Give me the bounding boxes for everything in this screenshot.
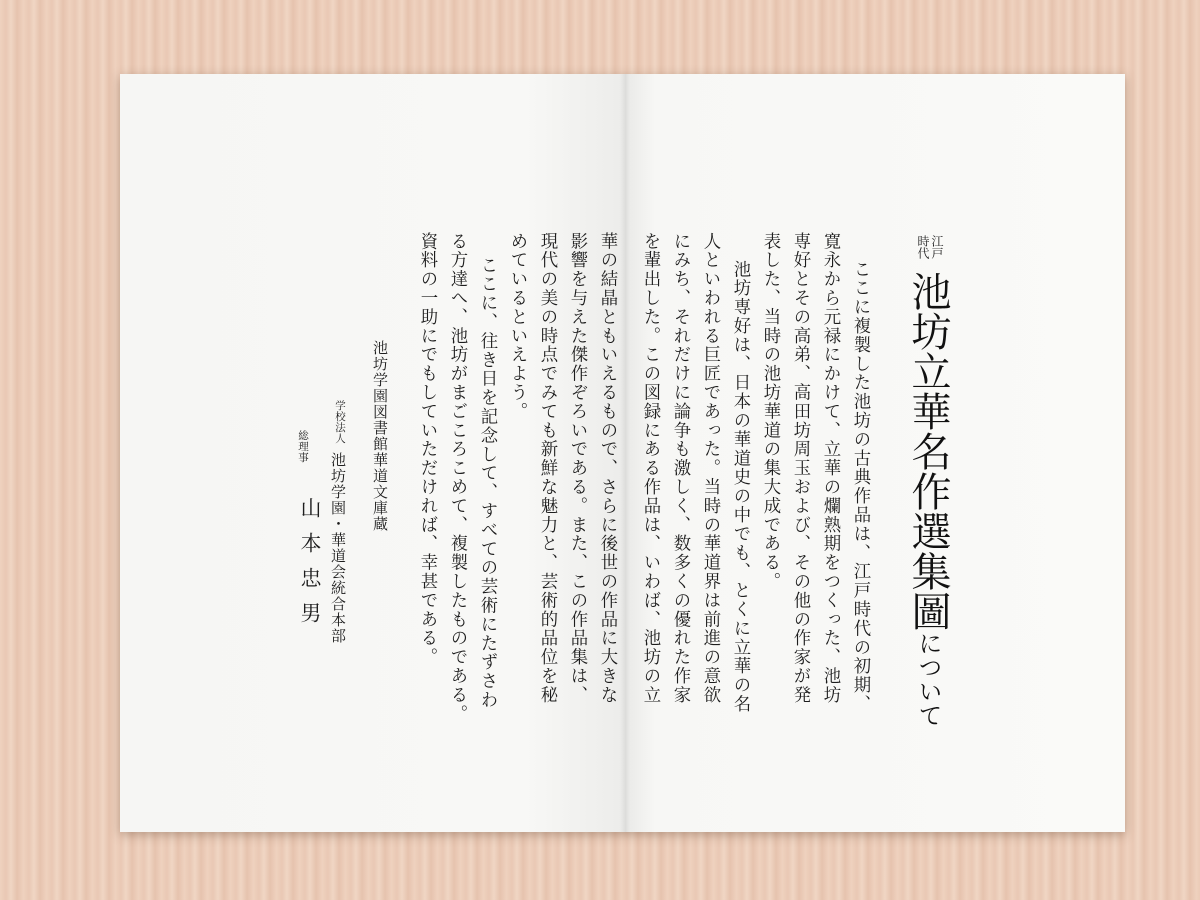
body-line-11: 現代の美の時点でみても新鮮な魅力と、芸術的品位を秘: [537, 232, 557, 705]
role-label: 総理事: [297, 430, 309, 463]
org-name-line: 池坊学園・華道会統合本部: [329, 452, 347, 644]
library-line: 池坊学園図書館華道文庫蔵: [371, 340, 389, 532]
body-line-7: にみち、それだけに論争も激しく、数多くの優れた作家: [670, 232, 690, 705]
page-fold: [620, 74, 630, 832]
signatory-name: 山本忠男: [298, 497, 322, 637]
body-line-9: 華の結晶ともいえるもので、さらに後世の作品に大きな: [597, 232, 617, 705]
title-main-text: 池坊立華名作選集圖: [905, 271, 951, 631]
body-line-8: を輩出した。この図録にある作品は、いわば、池坊の立: [640, 232, 660, 705]
body-line-6: 人といわれる巨匠であった。当時の華道界は前進の意欲: [700, 232, 720, 705]
title-suffix-text: について: [914, 631, 942, 727]
body-line-12: めているといえよう。: [507, 232, 527, 421]
body-line-1: ここに複製した池坊の古典作品は、江戸時代の初期、: [850, 260, 870, 714]
document-sheet: [120, 74, 1125, 832]
body-line-2: 寛永から元禄にかけて、立華の爛熟期をつくった、池坊: [820, 232, 840, 705]
body-line-15: 資料の一助にでもしていただければ、幸甚である。: [417, 232, 437, 667]
body-line-13: ここに、往き日を記念して、すべての芸術にたずさわ: [477, 256, 497, 710]
body-line-3: 専好とその高弟、高田坊周玉および、その他の作家が発: [790, 232, 810, 705]
title-era-line-2: 時代: [916, 235, 930, 259]
org-type-label: 学校法人: [334, 400, 346, 444]
title-era-line-1: 江戸: [930, 235, 944, 259]
body-line-14: る方達へ、池坊がまごころこめて、複製したものである。: [447, 232, 467, 724]
page-title: [900, 271, 957, 727]
body-line-4: 表した、当時の池坊華道の集大成である。: [760, 232, 780, 592]
body-line-10: 影響を与えた傑作ぞろいである。また、この作品集は、: [567, 232, 587, 705]
body-line-5: 池坊専好は、日本の華道史の中でも、とくに立華の名: [730, 260, 750, 714]
